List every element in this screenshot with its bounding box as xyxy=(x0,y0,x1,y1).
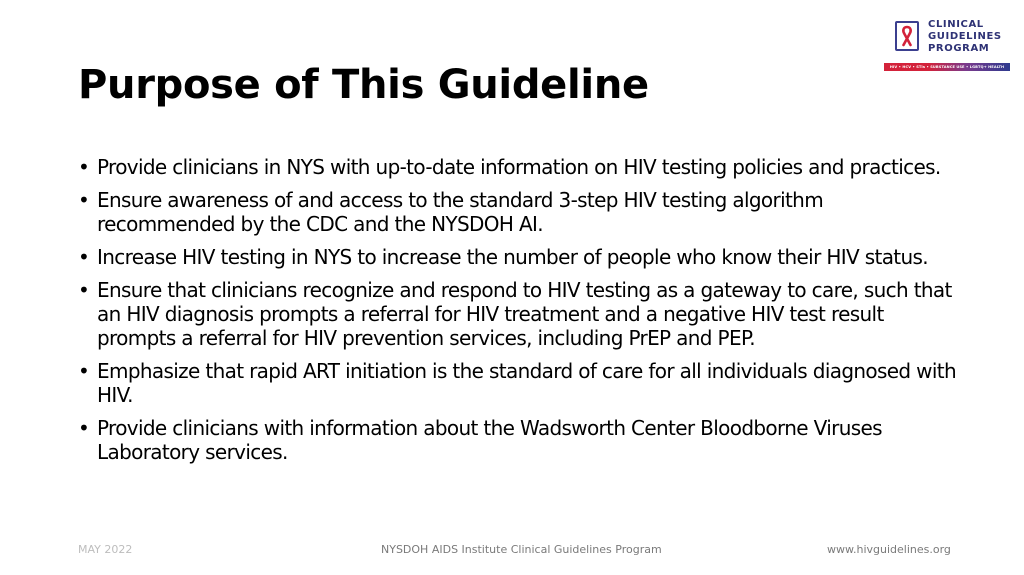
bullet-item xyxy=(78,278,958,350)
bullet-text: Ensure awareness of and access to the standard 3-step HIV testing algorithm recommended by the CDC and the NYSDOH AI. xyxy=(97,188,824,236)
bullet-dot: • xyxy=(78,278,90,302)
bullet-dot: • xyxy=(78,188,90,212)
clinical-guidelines-program-logo xyxy=(884,18,1010,76)
bullet-dot: • xyxy=(78,359,90,383)
bullet-text: Provide clinicians with information about the Wadsworth Center Bloodborne Viruses Laboratory services. xyxy=(97,416,882,464)
bullet-text: Emphasize that rapid ART initiation is the standard of care for all individuals diagnosed with HIV. xyxy=(97,359,957,407)
logo-wordmark xyxy=(928,19,1002,55)
logo-line-2: GUIDELINES xyxy=(928,31,1002,42)
slide-title: Purpose of This Guideline xyxy=(78,62,649,108)
bullet-item xyxy=(78,359,958,407)
bullet-dot: • xyxy=(78,155,90,179)
logo-line-3: PROGRAM xyxy=(928,43,990,54)
footer-url[interactable]: www.hivguidelines.org xyxy=(827,543,951,556)
logo-line-1: CLINICAL xyxy=(928,19,984,30)
bullet-item xyxy=(78,155,958,179)
bullet-item xyxy=(78,188,958,236)
bullet-text: Ensure that clinicians recognize and respond to HIV testing as a gateway to care, such that an HIV diagnosis prompts a referral for HIV treatment and a negative HIV test result prompts a referral for HIV prevention services, including PrEP and PEP. xyxy=(97,278,952,350)
footer-date: MAY 2022 xyxy=(78,543,133,556)
bullet-item xyxy=(78,416,958,464)
bullet-dot: • xyxy=(78,416,90,440)
logo-tagline: HIV • HCV • STIs • SUBSTANCE USE • LGBTQ+ HEALTH xyxy=(889,65,1005,69)
footer-program-name: NYSDOH AIDS Institute Clinical Guidelines Program xyxy=(381,543,662,556)
bullet-list xyxy=(78,155,958,473)
logo-tagline-bar xyxy=(884,63,1010,71)
ribbon-icon xyxy=(895,21,919,51)
bullet-text: Increase HIV testing in NYS to increase the number of people who know their HIV status. xyxy=(97,245,928,269)
bullet-item xyxy=(78,245,958,269)
bullet-text: Provide clinicians in NYS with up-to-date information on HIV testing policies and practices. xyxy=(97,155,941,179)
bullet-dot: • xyxy=(78,245,90,269)
